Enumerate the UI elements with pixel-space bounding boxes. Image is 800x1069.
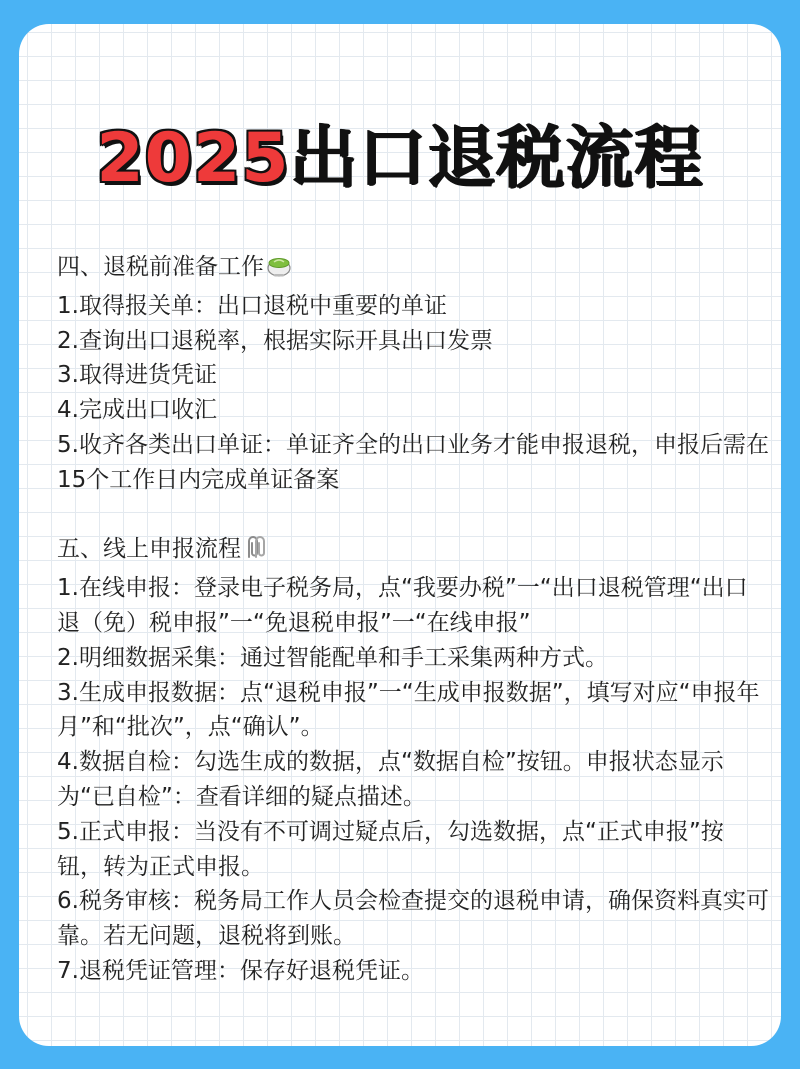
- list-item: 1.取得报关单：出口退税中重要的单证: [57, 292, 447, 319]
- section-heading-text: 五、线上申报流程: [57, 536, 241, 563]
- paperclip-icon: [243, 534, 267, 571]
- section-heading: [57, 250, 769, 289]
- list-item: 2.查询出口退税率，根据实际开具出口发票: [57, 327, 493, 354]
- content: [57, 250, 769, 989]
- list-item: 3.取得进货凭证: [57, 362, 217, 389]
- list-item: 4.数据自检：勾选生成的数据，点“数据自检”按钮。申报状态显示为“已自检”：查看详细的疑点描述。: [57, 749, 724, 810]
- section-online-filing: [57, 532, 769, 988]
- section-preparation: [57, 250, 769, 498]
- note-card: [19, 24, 781, 1046]
- list-item: 3.生成申报数据：点“退税申报”一“生成申报数据”，填写对应“申报年月”和“批次”，点“确认”。: [57, 679, 760, 741]
- list-item: 5.正式申报：当没有不可调过疑点后，勾选数据，点“正式申报”按钮，转为正式申报。: [57, 818, 724, 880]
- title-main: 出口退税流程: [289, 119, 704, 198]
- matcha-bowl-icon: [266, 252, 292, 289]
- section-heading: [57, 532, 769, 571]
- section-heading-text: 四、退税前准备工作: [57, 254, 264, 280]
- list-item: 4.完成出口收汇: [57, 397, 217, 424]
- list-item: 5.收齐各类出口单证：单证齐全的出口业务才能申报退税，申报后需在15个工作日内完成单证备案: [57, 431, 769, 493]
- list-item: 1.在线申报：登录电子税务局，点“我要办税”一“出口退税管理“出口退（免）税申报”一“免退税申报”一“在线申报”: [57, 575, 748, 636]
- list-item: 6.税务审核：税务局工作人员会检查提交的退税申请，确保资料真实可靠。若无问题，退税将到账。: [57, 888, 769, 950]
- title-year: 2025: [96, 119, 290, 198]
- list-item: 2.明细数据采集：通过智能配单和手工采集两种方式。: [57, 644, 608, 671]
- page-title: [19, 116, 781, 202]
- list-item: 7.退税凭证管理：保存好退税凭证。: [57, 957, 424, 984]
